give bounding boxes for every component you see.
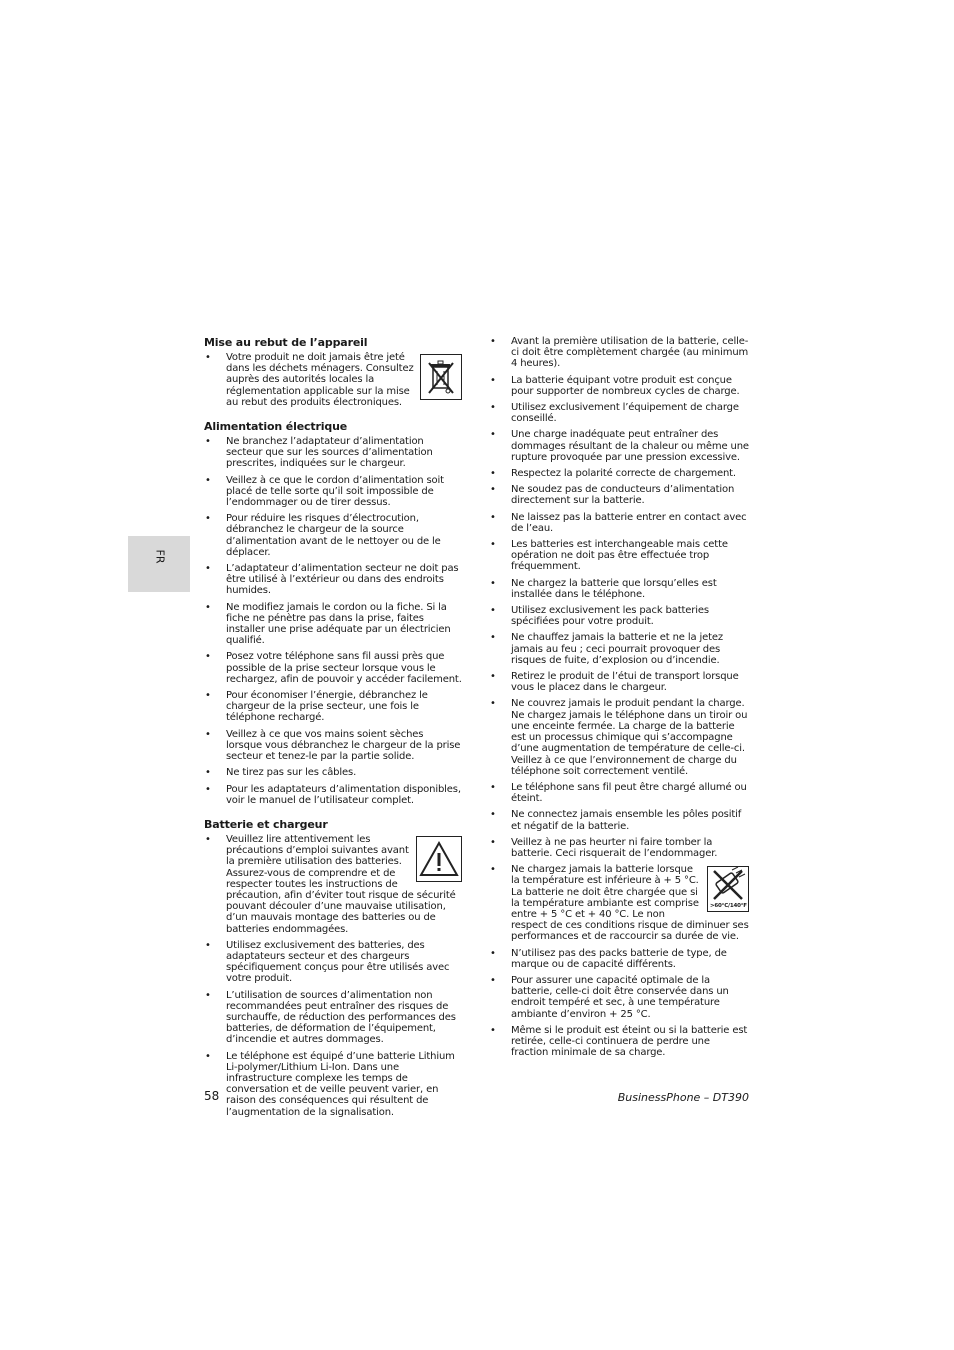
list-item: • Utilisez exclusivement des batteries, des adaptateurs secteur et des chargeurs spécifiquement conçus pour être utilisés avec votre produit. bbox=[204, 940, 462, 985]
list-item: • Pour les adaptateurs d’alimentation disponibles, voir le manuel de l’utilisateur complet. bbox=[204, 784, 462, 806]
list-item: • Veillez à ne pas heurter ni faire tomber la batterie. Ceci risquerait de l’endommager. bbox=[489, 837, 749, 859]
list-item: • Utilisez exclusivement les pack batteries spécifiées pour votre produit. bbox=[489, 605, 749, 627]
list-item: • Retirez le produit de l’étui de transport lorsque vous le placez dans le chargeur. bbox=[489, 671, 749, 693]
list-item: • Veillez à ce que vos mains soient sèches lorsque vous débranchez le chargeur de la prise secteur et tenez-le par la partie solide. bbox=[204, 729, 462, 763]
list-item: • Ne couvrez jamais le produit pendant la charge. Ne chargez jamais le téléphone dans un tiroir ou une enceinte fermée. La charge de la batterie est un processus chimique qui s’accompagne d’une augmentation de température de celle-ci. Veillez à ce que l’environnement de charge du téléphone soit correctement ventilé. bbox=[489, 698, 749, 776]
disposal-heading: Mise au rebut de l’appareil bbox=[204, 336, 368, 349]
list-item: • Le téléphone est équipé d’une batterie Lithium Li-polymer/Lithium Li-Ion. Dans une infrastructure complexe les temps de conversation et de veille peuvent varier, en raison des conséquences qui résultent de l’augmentation de la signalisation. bbox=[204, 1051, 462, 1118]
list-item: • L’utilisation de sources d’alimentation non recommandées peut entraîner des risques de surchauffe, de réduction des performances des batteries, de déformation de l’équipement, d’incendie et autres dommages. bbox=[204, 990, 462, 1046]
temperature-label: • >60°C/140°F bbox=[710, 903, 747, 910]
crossed-bin-icon bbox=[420, 354, 462, 400]
language-tab bbox=[128, 536, 190, 592]
list-item: • Ne laissez pas la batterie entrer en contact avec de l’eau. bbox=[489, 512, 749, 534]
document-title: BusinessPhone – DT390 bbox=[617, 1091, 749, 1104]
list-item: • Respectez la polarité correcte de chargement. bbox=[489, 468, 749, 479]
left-column bbox=[204, 336, 462, 1130]
list-item: • Avant la première utilisation de la batterie, celle-ci doit être complètement chargée (au minimum 4 heures). bbox=[489, 336, 749, 370]
language-tab-label: FR bbox=[153, 549, 167, 564]
list-item: • Ne modifiez jamais le cordon ou la fiche. Si la fiche ne pénètre pas dans la prise, faites installer une prise adéquate par un électricien qualifié. bbox=[204, 602, 462, 647]
list-item: • Ne chauffez jamais la batterie et ne la jetez jamais au feu ; ceci pourrait provoquer des risques de fuite, d’explosion ou d’incendie. bbox=[489, 632, 749, 666]
list-item: • Utilisez exclusivement l’équipement de charge conseillé. bbox=[489, 402, 749, 424]
list-item: • Pour réduire les risques d’électrocution, débranchez le chargeur de la source d’alimentation avant de le nettoyer ou de le déplacer. bbox=[204, 513, 462, 558]
list-item: • Ne tirez pas sur les câbles. bbox=[204, 767, 462, 778]
temperature-warning-icon bbox=[707, 866, 749, 912]
list-item: • Votre produit ne doit jamais être jeté dans les déchets ménagers. Consultez auprès des autorités locales la réglementation applicable sur la mise au rebut des produits électroniques. bbox=[204, 352, 462, 408]
list-item: • Veuillez lire attentivement les précautions d’emploi suivantes avant la première utilisation des batteries. Assurez-vous de comprendre et de respecter toutes les instructions de précaution, afin d’éviter tout risque de sécurité pouvant découler d’une mauvaise utilisation, d’un mauvais montage des batteries ou de batteries endommagées. bbox=[204, 834, 462, 935]
list-item: • Une charge inadéquate peut entraîner des dommages résultant de la chaleur ou même une rupture provoquée par une pression excessive. bbox=[489, 429, 749, 463]
list-item: • L’adaptateur d’alimentation secteur ne doit pas être utilisé à l’extérieur ou dans des endroits humides. bbox=[204, 563, 462, 597]
list-item: • Ne branchez l’adaptateur d’alimentation secteur que sur les sources d’alimentation prescrites, indiquées sur le chargeur. bbox=[204, 436, 462, 470]
list-item: • Pour économiser l’énergie, débranchez le chargeur de la prise secteur, une fois le téléphone rechargé. bbox=[204, 690, 462, 724]
list-item: • Ne soudez pas de conducteurs d’alimentation directement sur la batterie. bbox=[489, 484, 749, 506]
battery-heading: Batterie et chargeur bbox=[204, 817, 328, 831]
list-item: • Posez votre téléphone sans fil aussi près que possible de la prise secteur lorsque vous le rechargez, afin de pouvoir y accéder facilement. bbox=[204, 651, 462, 685]
list-item: • Ne connectez jamais ensemble les pôles positif et négatif de la batterie. bbox=[489, 809, 749, 831]
disposal-section bbox=[204, 336, 462, 408]
list-item: • Ne chargez la batterie que lorsqu’elles est installée dans le téléphone. bbox=[489, 578, 749, 600]
page-number: 58 bbox=[204, 1089, 220, 1103]
list-item: • Veillez à ce que le cordon d’alimentation soit placé de telle sorte qu’il soit impossible de l’endommager ou de tirer dessus. bbox=[204, 475, 462, 509]
power-section bbox=[204, 420, 462, 806]
battery-section bbox=[204, 818, 462, 1118]
warning-icon bbox=[416, 836, 462, 882]
right-column bbox=[489, 336, 749, 1063]
list-item: • >60°C/140°F Ne chargez jamais la batterie lorsque la température est inférieure à + 5 °C. La batterie ne doit être chargée que si la température ambiante est comprise entre + 5 °C et + 40 °C. Le non respect de ces conditions risque de diminuer ses performances et de raccourcir sa durée de vie. bbox=[489, 864, 749, 942]
list-item: • Même si le produit est éteint ou si la batterie est retirée, celle-ci continuera de perdre une fraction minimale de sa charge. bbox=[489, 1025, 749, 1059]
list-item: • Pour assurer une capacité optimale de la batterie, celle-ci doit être conservée dans un endroit tempéré et sec, à une température ambiante d’environ + 25 °C. bbox=[489, 975, 749, 1020]
power-heading: Alimentation électrique bbox=[204, 420, 348, 434]
list-item: • N’utilisez pas des packs batterie de type, de marque ou de capacité différents. bbox=[489, 948, 749, 970]
list-item: • Les batteries est interchangeable mais cette opération ne doit pas être effectuée trop fréquemment. bbox=[489, 539, 749, 573]
list-item: • La batterie équipant votre produit est conçue pour supporter de nombreux cycles de charge. bbox=[489, 375, 749, 397]
list-item: • Le téléphone sans fil peut être chargé allumé ou éteint. bbox=[489, 782, 749, 804]
